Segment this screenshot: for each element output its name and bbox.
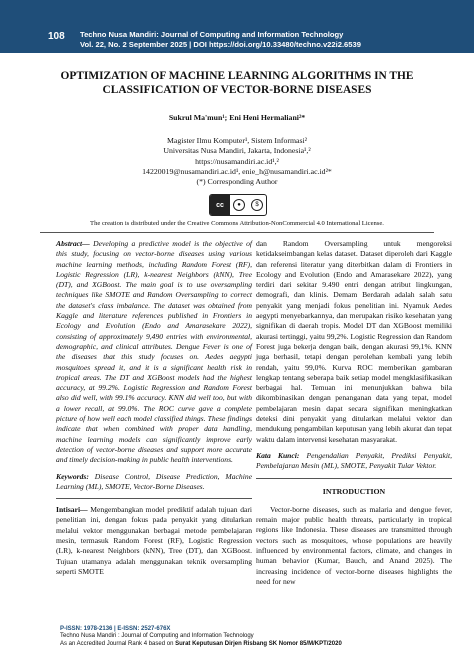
footer-accreditation-prefix: As an Accredited Journal Rank 4 based on (60, 640, 176, 647)
right-column (256, 239, 452, 587)
affiliation-url[interactable]: https://nusamandiri.ac.id¹,² (195, 156, 279, 166)
abstract-text: Developing a predictive model is the objective of this study, focusing on vector-borne diseases using various machine learning methods, including Random Forest (RF), Logistic Regression (LR), k-nearest Neighbors (kNN), Tree (DT), and XGBoost. The main goal is to use oversampling techniques like SMOTE and Random Oversampling to correct the dataset's class imbalance. The dataset was obtained from Kaggle and literature references published in Frontiers in Ecology and Evolution (Endo and Amarasekare 2022), consisting of approximately 9,490 entries with environmental, demographic, and clinical attributes. Dengue Fever is one of the diseases that this study focuses on. Aedes aegypti mosquitoes spread it, and it is a significant health risk in tropical areas. The DT and XGBoost models had the highest accuracy, at 99.2%. Logistic Regression and Random Forest also did well, with 99.1% accuracy. KNN did well too, but with a lower recall, at 99.0%. The ROC curve gave a complete picture of how well each model classified things. These findings indicate that when combined with proper data handling, machine learning models can significantly improve early detection of vector-borne diseases and support more accurate and timely decision-making in public health interventions. (56, 239, 252, 465)
corresponding-author-note: (*) Corresponding Author (196, 177, 278, 187)
intisari-label: Intisari— (56, 505, 88, 515)
paper-title: OPTIMIZATION OF MACHINE LEARNING ALGORITHMS IN THE CLASSIFICATION OF VECTOR-BORNE DISEASES (60, 70, 414, 96)
page-footer (60, 626, 342, 648)
by-person-icon: ● (233, 199, 245, 211)
left-column (56, 239, 252, 577)
affiliation-university: Universitas Nusa Mandiri, Jakarta, Indonesia¹,² (163, 146, 311, 156)
journal-name: Techno Nusa Mandiri: Journal of Computing and Information Technology (80, 30, 344, 39)
author-list: Sukrul Ma'mun¹; Eni Heni Hermaliani²* (168, 113, 306, 122)
keywords-text: Disease Control, Disease Prediction, Machine Learning (ML), SMOTE, Vector-Borne Diseases. (56, 471, 252, 491)
nc-dollar-icon: $ (251, 199, 263, 211)
intisari (56, 505, 252, 577)
abstract-label: Abstract— (56, 239, 90, 248)
page-number: 108 (48, 31, 65, 42)
affiliation-block (60, 136, 414, 187)
intisari-text: Mengembangkan model prediktif adalah tujuan dari penelitian ini, dengan fokus pada penyakit yang ditularkan melalui vektor menggunakan berbagai metode pembelajaran mesin, termasuk Random Forest (RF), Logistic Regression (LR), k-nearest Neighbors (kNN), Tree (DT), dan XGBoost. Tujuan utamanya adalah menggunakan teknik oversampling seperti SMOTE (56, 505, 252, 576)
cc-license-badge[interactable] (209, 194, 267, 216)
journal-header-banner (0, 0, 474, 53)
license-statement: The creation is distributed under the Creative Commons Attribution-NonCommercial 4.0 International License. (40, 220, 434, 233)
footer-accreditation-decree: Surat Keputusan Dirjen Risbang SK Nomor 85/M/KPT/2020 (175, 640, 342, 647)
footer-issn: P-ISSN: 1978-2136 | E-ISSN: 2527-676X (60, 626, 171, 632)
journal-info (80, 30, 361, 50)
intisari-continued: dan Random Oversampling untuk mengoreksi ketidakseimbangan kelas dataset. Dataset diperoleh dari Kaggle dan referensi literatur yang diterbitkan dalam di Frontiers in Ecology and Evolution (Endo and Amarasekare 2022), yang terdiri dari sekitar 9.490 entri dengan atribut lingkungan, demografi, dan klinis. Demam Berdarah adalah salah satu penyakit yang menjadi fokus penelitian ini. Nyamuk Aedes aegypti menyebarkannya, dan merupakan risiko kesehatan yang signifikan di daerah tropis. Model DT dan XGBoost memiliki akurasi tertinggi, yaitu 99,2%. Logistic Regression dan Random Forest juga bekerja dengan baik, dengan akurasi 99,1%. KNN juga berhasil, tetapi dengan perolehan kembali yang lebih rendah, yaitu 99,0%. Kurva ROC memberikan gambaran lengkap tentang seberapa baik setiap model mengklasifikasikan berbagai hal. Temuan ini menunjukkan bahwa bila dikombinasikan dengan penanganan data yang tepat, model pembelajaran mesin dapat secara signifikan meningkatkan deteksi dini penyakit yang ditularkan melalui vektor dan mendukung pengambilan keputusan yang lebih akurat dan tepat waktu dalam intervensi kesehatan masyarakat. (256, 239, 452, 444)
footer-journal: Techno Nusa Mandiri : Journal of Computing and Information Technology (60, 633, 254, 640)
journal-volume-doi[interactable]: Vol. 22, No. 2 September 2025 | DOI https://doi.org/10.33480/techno.v22i2.6539 (80, 40, 361, 49)
section-divider (56, 498, 252, 499)
introduction-text: Vector-borne diseases, such as malaria and dengue fever, remain major public health threats, particularly in tropical regions like Indonesia. These diseases are transmitted through vectors such as mosquitoes, whose populations are heavily influenced by environmental factors, climate, and changes in human behavior (Kumar, Bauch, and Anand 2025). The increasing incidence of vector-borne diseases highlights the need for new (256, 504, 452, 586)
abstract (56, 239, 252, 466)
cc-attributes (230, 199, 266, 211)
cc-icon: cc (210, 195, 230, 215)
keywords (56, 472, 252, 493)
section-divider (256, 478, 452, 479)
affiliation-program: Magister Ilmu Komputer¹, Sistem Informasi² (166, 136, 308, 145)
affiliation-emails[interactable]: 14220019@nusamandiri.ac.id¹, enie_h@nusamandiri.ac.id²* (142, 166, 332, 176)
footer-accreditation (60, 641, 342, 648)
kata-kunci-text: Pengendalian Penyakit, Prediksi Penyakit, Pembelajaran Mesin (ML), SMOTE, Penyakit Tular Vektor. (256, 450, 452, 471)
kata-kunci-label: Kata Kunci: (256, 450, 300, 460)
keywords-label: Keywords: (56, 471, 89, 481)
introduction-heading: INTRODUCTION (322, 486, 386, 496)
kata-kunci (256, 451, 452, 472)
